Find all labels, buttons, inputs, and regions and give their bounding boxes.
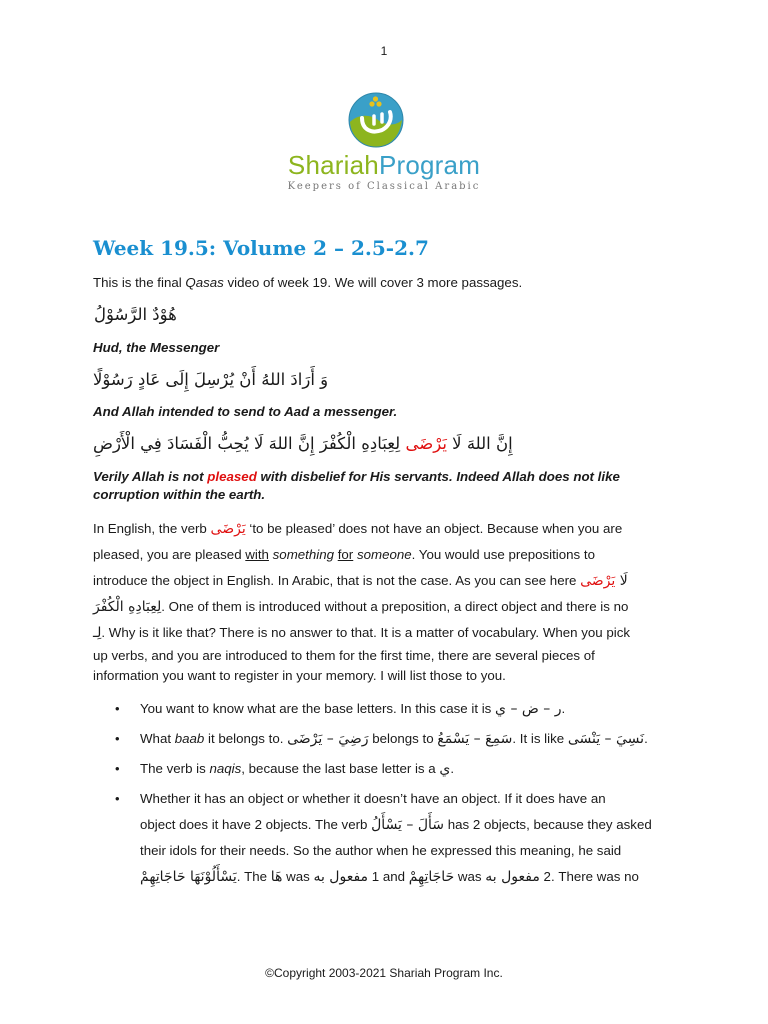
translation-1: Hud, the Messenger	[93, 339, 220, 355]
highlighted-arabic-word: يَرْضَى	[405, 434, 447, 454]
logo-emblem-icon	[348, 92, 404, 148]
arabic-passage-2: وَ أَرَادَ اللهُ أَنْ يُرْسِلَ إِلَى عَادٍ رَسُوْلًا	[93, 369, 329, 389]
page-number: 1	[380, 44, 388, 58]
highlighted-english-word: pleased	[207, 468, 257, 484]
bullet-list	[93, 696, 683, 890]
page-title: Week 19.5: Volume 2 – 2.5-2.7	[93, 236, 429, 260]
arabic-passage-1: هُوْدٌ الرَّسُوْلُ	[94, 305, 177, 325]
translation-3: Verily Allah is not pleased with disbelief for His servants. Indeed Allah does not like corruption within the earth.	[93, 468, 620, 502]
copyright-footer: ©Copyright 2003-2021 Shariah Program Inc.	[265, 966, 503, 980]
logo-tagline: Keepers of Classical Arabic	[287, 181, 481, 192]
list-item: • You want to know what are the base letters. In this case it is ر – ض – ي.	[140, 696, 683, 722]
logo-name: ShariahProgram	[287, 150, 481, 180]
list-item: • What baab it belongs to. رَضِيَ – يَرْضَى belongs to سَمِعَ – يَسْمَعُ. It is like نَسِيَ – يَنْسَى.	[140, 726, 683, 752]
list-item: • Whether it has an object or whether it doesn’t have an object. If it does have an object does it have 2 objects. The verb سَأَلَ – يَسْأَلُ has 2 objects, because they asked their idols for their needs. So the author when he expressed this meaning, he said يَسْأَلُوْنَهَا حَاجَاتِهِمْ. The هَا was مفعول به 1 and حَاجَاتِهِمْ was مفعول به 2. There was no	[140, 786, 683, 890]
document-body	[93, 236, 683, 894]
logo	[284, 88, 484, 196]
translation-2: And Allah intended to send to Aad a messenger.	[93, 404, 398, 420]
arabic-passage-3: إِنَّ اللهَ لَا يَرْضَى لِعِبَادِهِ الْكُفْرَ إِنَّ اللهَ لَا يُحِبُّ الْفَسَادَ فِي الْأَرْضِ	[93, 434, 513, 454]
intro-paragraph: This is the final Qasas video of week 19. We will cover 3 more passages.	[93, 275, 523, 290]
explanation-paragraph: In English, the verb يَرْضَى ‘to be pleased’ does not have an object. Because when you are pleased, you are pleased with something for someone. You would use prepositions to introduce the object in English. In Arabic, that is not the case. As you can see here لَا يَرْضَى لِعِبَادِهِ الْكُفْرَ. One of them is introduced without a preposition, a direct object and there is no لِـ. Why is it like that? There is no answer to that. It is a matter of vocabulary. When you pick up verbs, and you are introduced to them for the first time, there are several pieces of information you want to register in your memory. I will list those to you.	[93, 520, 631, 683]
list-item: • The verb is naqis, because the last base letter is a ي.	[140, 756, 683, 782]
